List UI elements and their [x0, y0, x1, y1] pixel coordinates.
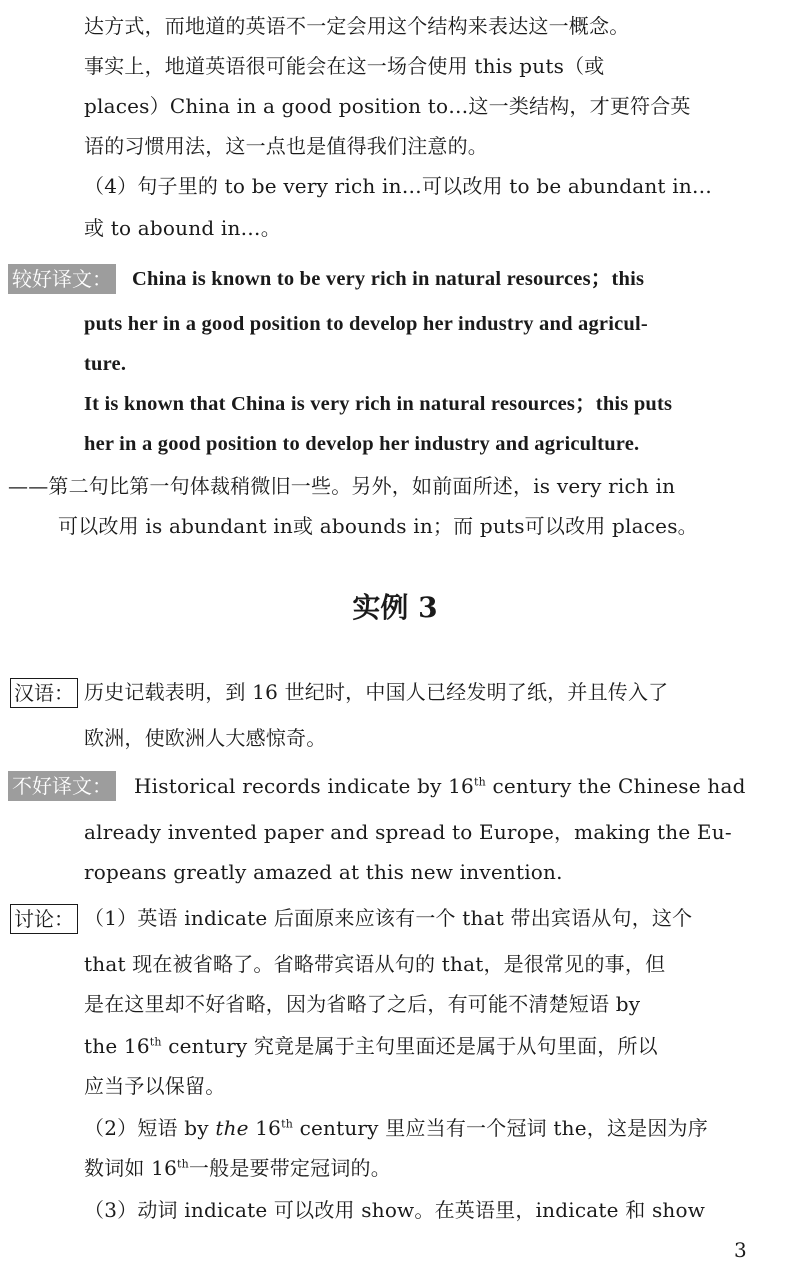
text-line: places）China in a good position to…这一类结构，才更符合英 [84, 94, 691, 118]
bad-translation-line: Historical records indicate by 16th century the Chinese had [134, 774, 746, 798]
better-translation-line: ture. [84, 353, 127, 375]
better-translation-line: China is known to be very rich in natural resources；this [132, 268, 645, 290]
discussion-label: 讨论： [10, 904, 78, 934]
section-title: 实例 3 [352, 591, 438, 624]
discussion-line: 应当予以保留。 [84, 1074, 226, 1098]
discussion-line: that 现在被省略了。省略带宾语从句的 that，是很常见的事，但 [84, 952, 666, 976]
bad-translation-line: already invented paper and spread to Europe，making the Eu- [84, 820, 732, 844]
text-line: （4）句子里的 to be very rich in…可以改用 to be abundant in… [84, 174, 713, 198]
chinese-label: 汉语： [10, 678, 78, 708]
chinese-line: 欧洲，使欧洲人大感惊奇。 [84, 726, 327, 750]
discussion-line: 是在这里却不好省略，因为省略了之后，有可能不清楚短语 by [84, 992, 641, 1016]
note-line: 可以改用 is abundant in或 abounds in；而 puts可以改用 places。 [58, 514, 698, 538]
discussion-line: （1）英语 indicate 后面原来应该有一个 that 带出宾语从句，这个 [84, 906, 693, 930]
better-translation-label: 较好译文： [8, 264, 116, 294]
discussion-line: （3）动词 indicate 可以改用 show。在英语里，indicate 和 show [84, 1198, 706, 1222]
better-translation-line: puts her in a good position to develop her industry and agricul- [84, 313, 648, 335]
discussion-line: 数词如 16th一般是要带定冠词的。 [84, 1156, 391, 1180]
better-translation-line: her in a good position to develop her industry and agriculture. [84, 433, 640, 455]
bad-translation-line: ropeans greatly amazed at this new invention. [84, 860, 563, 884]
text-line: 或 to abound in…。 [84, 216, 281, 240]
discussion-line: the 16th century 究竟是属于主句里面还是属于从句里面，所以 [84, 1034, 658, 1058]
better-translation-line: It is known that China is very rich in natural resources；this puts [84, 393, 673, 415]
chinese-line: 历史记载表明，到 16 世纪时，中国人已经发明了纸，并且传入了 [84, 680, 669, 704]
text-line: 事实上，地道英语很可能会在这一场合使用 this puts（或 [84, 54, 605, 78]
text-line: 达方式，而地道的英语不一定会用这个结构来表达这一概念。 [84, 14, 630, 38]
discussion-line: （2）短语 by the 16th century 里应当有一个冠词 the，这是因为序 [84, 1116, 708, 1140]
text-line: 语的习惯用法，这一点也是值得我们注意的。 [84, 134, 488, 158]
bad-translation-label: 不好译文： [8, 771, 116, 801]
note-line: ——第二句比第一句体裁稍微旧一些。另外，如前面所述，is very rich in [8, 474, 676, 498]
page-number: 3 [734, 1238, 747, 1262]
